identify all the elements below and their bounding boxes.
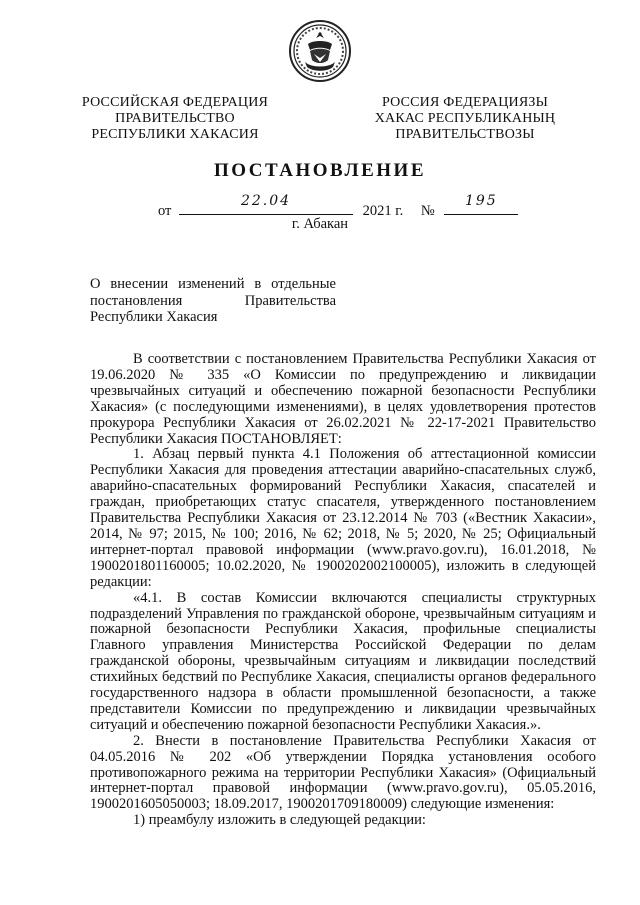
header-left: [60, 95, 290, 143]
city-label: г. Абакан: [291, 216, 349, 232]
year-label: 2021 г.: [362, 203, 404, 219]
document-body: [90, 352, 596, 829]
header-left-line: ПРАВИТЕЛЬСТВО: [115, 111, 235, 126]
subject-line: Республики Хакасия: [90, 309, 218, 325]
header-right-line: ПРАВИТЕЛЬСТВОЗЫ: [395, 127, 535, 142]
coat-of-arms-icon: [287, 18, 353, 84]
subject-line: постановления Правительства: [90, 292, 336, 309]
number-label: №: [420, 203, 435, 219]
header-left-line: РОССИЙСКАЯ ФЕДЕРАЦИЯ: [81, 95, 269, 110]
body-paragraph: 1. Абзац первый пункта 4.1 Положения об аттестационной комиссии Республики Хакасия для проведения аттестации аварийно-спасательных служб, аварийно-спасательных формирований Республики Хакасия, спасателей и граждан, приобретающих статус спасателя, утвержденного постановлением Правительства Республики Хакасия от 23.12.2014 № 703 («Вестник Хакасии», 2014, № 97; 2015, № 100; 2016, № 62; 2018, № 5; 2020, № 25; Официальный интернет-портал правовой информации (www.pravo.gov.ru), 16.01.2018, № 1900201801160005; 10.02.2020, № 1900202002100005), изложить в следующей редакции:: [90, 446, 596, 590]
body-paragraph: 2. Внести в постановление Правительства Республики Хакасия от 04.05.2016 № 202 «Об утверждении Порядка установления особого противопожарного режима на территории Республики Хакасия» (Официальный интернет-портал правовой информации (www.pravo.gov.ru), 05.05.2016, 1900201605050003; 18.09.2017, 1900201709180009) следующие изменения:: [90, 732, 596, 813]
date-prefix: от: [158, 203, 172, 219]
body-paragraph: В соответствии с постановлением Правительства Республики Хакасия от 19.06.2020 № 335 «О Комиссии по предупреждению и ликвидации чрезвычайных ситуаций и обеспечению пожарной безопасности Республики Хакасия» (с последующими изменениями), в целях удовлетворения протестов прокурора Республики Хакасия от 26.02.2021 № 22-17-2021 Правительство Республики Хакасия ПОСТАНОВЛЯЕТ:: [90, 351, 596, 447]
subject-line: О внесении изменений в отдельные: [90, 276, 336, 292]
document-title: ПОСТАНОВЛЕНИЕ: [213, 160, 427, 181]
number-handwritten: 195: [464, 193, 498, 209]
body-paragraph: 1) преамбулу изложить в следующей редакции:: [133, 812, 426, 829]
document-subject: [90, 276, 336, 326]
header-right-line: ХАКАС РЕСПУБЛИКАНЫҢ: [374, 111, 556, 126]
header-right-line: РОССИЯ ФЕДЕРАЦИЯЗЫ: [381, 95, 549, 110]
date-handwritten: 22.04: [240, 193, 292, 209]
number-field: [444, 193, 518, 215]
body-paragraph: «4.1. В состав Комиссии включаются специалисты структурных подразделений Управления по гражданской обороне, чрезвычайным ситуациям и пожарной безопасности Республики Хакасия, профильные специалисты Главного управления Министерства Российской Федерации по делам гражданской обороны, чрезвычайным ситуациям и ликвидации последствий стихийных бедствий по Республике Хакасия, специалисты органов федерального государственного надзора в области промышленной безопасности, а также представители Комиссии по предупреждению и ликвидации чрезвычайных ситуаций и обеспечению пожарной безопасности Республики Хакасия.».: [90, 589, 596, 733]
header-right: [350, 95, 580, 143]
date-field: [179, 193, 353, 215]
header-left-line: РЕСПУБЛИКИ ХАКАСИЯ: [91, 127, 259, 142]
